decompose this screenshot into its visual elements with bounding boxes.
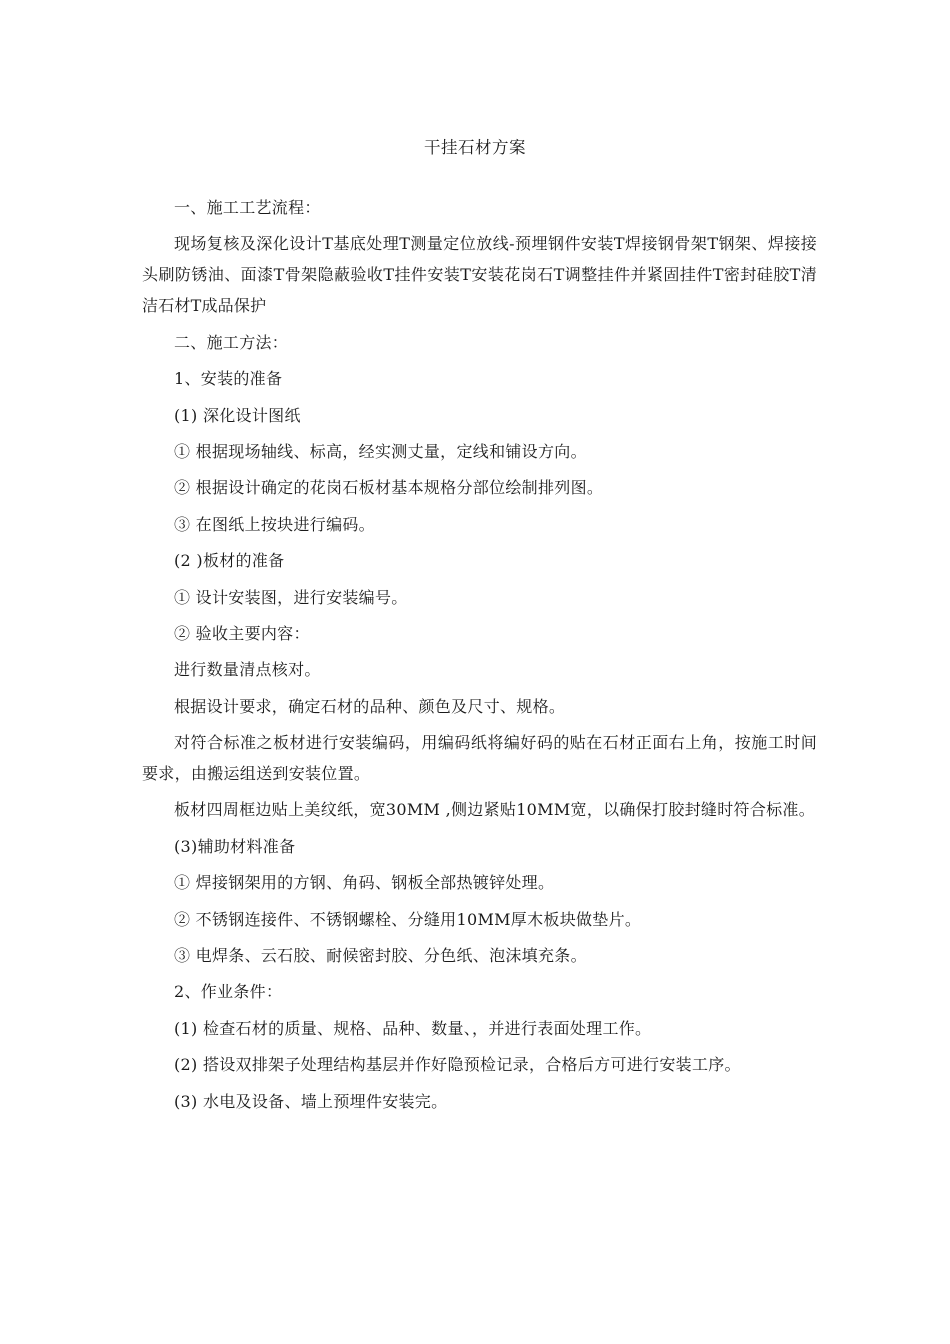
body-paragraph: 进行数量清点核对。	[174, 660, 321, 680]
process-flow-paragraph: 现场复核及深化设计T基底处理T测量定位放线-预埋钢件安装T焊接钢骨架T钢架、焊接接头刷防锈油、面漆T骨架隐蔽验收T挂件安装T安装花岗石T调整挂件并紧固挂件T密封硅胶T清洁石材T成品保护	[142, 234, 817, 316]
list-item: (2) 搭设双排架子处理结构基层并作好隐预检记录，合格后方可进行安装工序。	[174, 1055, 741, 1075]
subheading-install-prep: 1、安装的准备	[174, 369, 283, 389]
list-item: (3) 水电及设备、墙上预埋件安装完。	[174, 1091, 448, 1111]
body-paragraph: 根据设计要求，确定石材的品种、颜色及尺寸、规格。	[174, 696, 566, 716]
list-item: ② 根据设计确定的花岗石板材基本规格分部位绘制排列图。	[174, 478, 604, 498]
subheading-aux-materials: (3)辅助材料准备	[174, 836, 296, 856]
list-item: ③ 电焊条、云石胶、耐候密封胶、分色纸、泡沫填充条。	[174, 946, 587, 966]
list-item: ① 焊接钢架用的方钢、角码、钢板全部热镀锌处理。	[174, 873, 555, 893]
section-heading-method: 二、施工方法：	[174, 332, 289, 352]
list-item: ① 设计安装图，进行安装编号。	[174, 587, 408, 607]
document-title: 干挂石材方案	[424, 138, 526, 157]
subheading-drawings: (1) 深化设计图纸	[174, 405, 301, 425]
subheading-work-conditions: 2、作业条件：	[174, 982, 283, 1002]
body-paragraph: 对符合标准之板材进行安装编码，用编码纸将编好码的贴在石材正面右上角，按施工时间要求，由搬运组送到安装位置。	[142, 733, 817, 784]
body-paragraph: 板材四周框边贴上美纹纸，宽30MM ,侧边紧贴10MM宽，以确保打胶封缝时符合标准。	[174, 800, 816, 820]
list-item: ② 不锈钢连接件、不锈钢螺栓、分缝用10MM厚木板块做垫片。	[174, 909, 642, 929]
document-body	[142, 192, 817, 1122]
list-item: ③ 在图纸上按块进行编码。	[174, 514, 375, 534]
subheading-panel-prep: (2 )板材的准备	[174, 551, 285, 571]
list-item: (1) 检查石材的质量、规格、品种、数量、，并进行表面处理工作。	[174, 1018, 652, 1038]
list-item: ① 根据现场轴线、标高，经实测丈量，定线和铺设方向。	[174, 441, 587, 461]
section-heading-process: 一、施工工艺流程：	[174, 198, 321, 217]
list-item: ② 验收主要内容：	[174, 623, 310, 643]
